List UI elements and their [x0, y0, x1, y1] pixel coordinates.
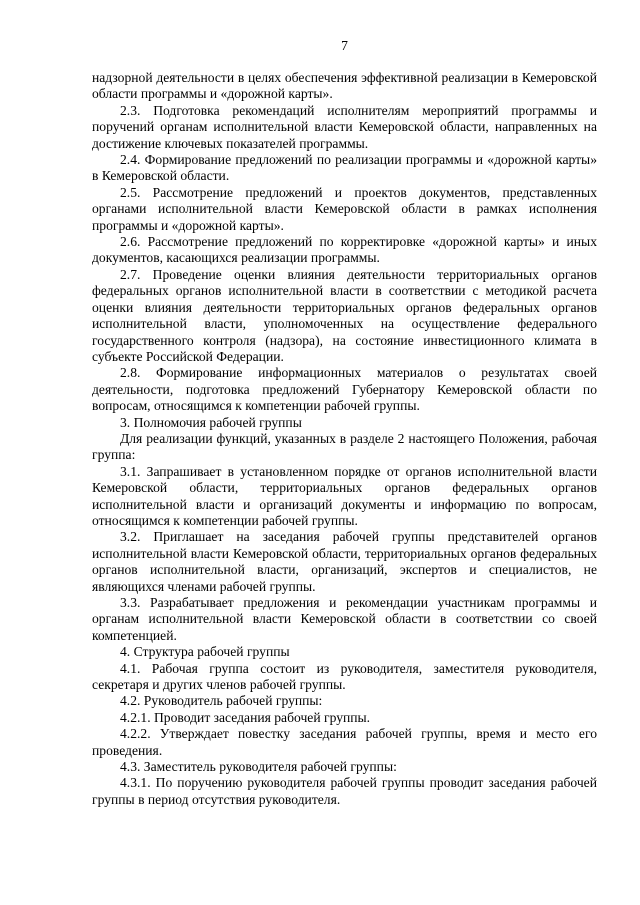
paragraph-3-1: 3.1. Запрашивает в установленном порядке от органов исполнительной власти Кемеровской области, территориальных органов федеральных органов исполнительной власти и организаций документы и информацию по вопросам, относящимся к компетенции рабочей группы. — [92, 463, 597, 528]
paragraph-4-2-2: 4.2.2. Утверждает повестку заседания рабочей группы, время и место его проведения. — [92, 726, 597, 758]
paragraph-4-3: 4.3. Заместитель руководителя рабочей группы: — [120, 759, 397, 775]
paragraph-4-2-1: 4.2.1. Проводит заседания рабочей группы. — [120, 709, 371, 725]
paragraph-3-2: 3.2. Приглашает на заседания рабочей группы представителей органов исполнительной власти Кемеровской области, территориальных органов федеральных органов исполнительной власти, организаций, экспертов и специалистов, не являющихся членами рабочей группы. — [92, 529, 597, 594]
paragraph-2-3: 2.3. Подготовка рекомендаций исполнителям мероприятий программы и поручений органам исполнительной власти Кемеровской области, направленных на достижение ключевых показателей программы. — [92, 102, 597, 151]
paragraph-4-1: 4.1. Рабочая группа состоит из руководителя, заместителя руководителя, секретаря и других членов рабочей группы. — [92, 660, 597, 693]
paragraph-2-6: 2.6. Рассмотрение предложений по корректировке «дорожной карты» и иных документов, касающихся реализации программы. — [92, 234, 597, 266]
paragraph-3-3: 3.3. Разрабатывает предложения и рекомендации участникам программы и органам исполнительной власти Кемеровской области в соответствии со своей компетенцией. — [92, 595, 597, 643]
paragraph-2-4: 2.4. Формирование предложений по реализации программы и «дорожной карты» в Кемеровской области. — [92, 152, 597, 184]
paragraph-2-8: 2.8. Формирование информационных материалов о результатах своей деятельности, подготовка предложений Губернатору Кемеровской области по вопросам, относящимся к компетенции рабочей группы. — [92, 365, 597, 414]
paragraph-4-3-1: 4.3.1. По поручению руководителя рабочей группы проводит заседания рабочей группы в период отсутствия руководителя. — [92, 775, 597, 807]
paragraph-continuation: надзорной деятельности в целях обеспечения эффективной реализации в Кемеровской области программы и «дорожной карты». — [92, 70, 597, 102]
paragraph-2-5: 2.5. Рассмотрение предложений и проектов документов, представленных органами исполнительной власти Кемеровской области в рамках исполнения программы и «дорожной карты». — [92, 184, 597, 233]
section-heading-4: 4. Структура рабочей группы — [120, 644, 290, 660]
paragraph-2-7: 2.7. Проведение оценки влияния деятельности территориальных органов федеральных органов исполнительной власти в соответствии с методикой расчета оценки влияния деятельности территориальных органов федеральных органов исполнительной власти, уполномоченных на осуществление федерального государственного контроля (надзора), на состояние инвестиционного климата в субъекте Российской Федерации. — [92, 266, 597, 364]
section-heading-3: 3. Полномочия рабочей группы — [120, 414, 302, 430]
page-number: 7 — [341, 38, 348, 53]
paragraph-4-2: 4.2. Руководитель рабочей группы: — [120, 693, 323, 709]
paragraph-3-intro: Для реализации функций, указанных в разделе 2 настоящего Положения, рабочая группа: — [92, 430, 597, 463]
document-body — [92, 70, 597, 808]
